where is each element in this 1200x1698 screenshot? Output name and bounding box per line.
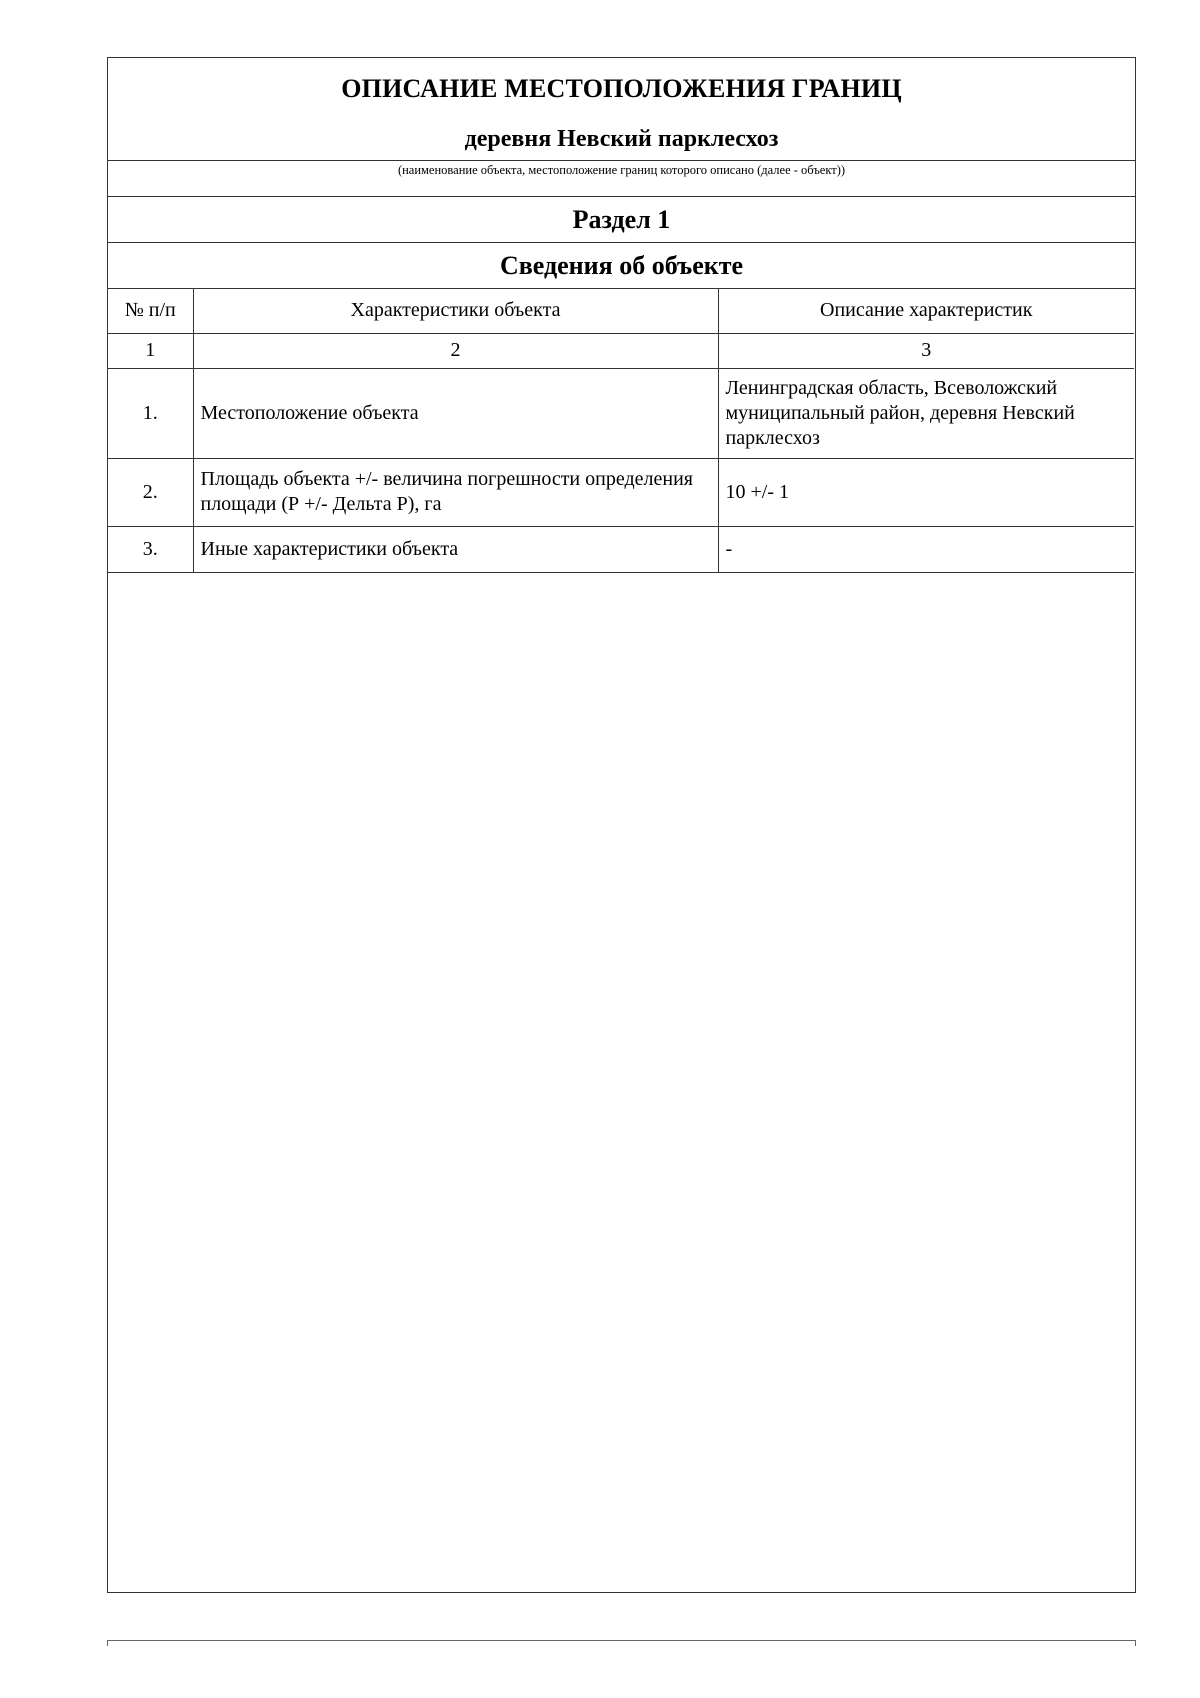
column-number: 1 xyxy=(108,333,193,368)
column-number-row xyxy=(108,333,1134,368)
object-name: деревня Невский парклесхоз xyxy=(464,126,779,152)
header-num: № п/п xyxy=(108,289,193,333)
header-description: Описание характеристик xyxy=(718,289,1134,333)
document-title: ОПИСАНИЕ МЕСТОПОЛОЖЕНИЯ ГРАНИЦ xyxy=(341,74,902,103)
document-frame xyxy=(107,57,1136,1593)
column-number: 3 xyxy=(718,333,1134,368)
section-title: Раздел 1 xyxy=(108,197,1135,243)
characteristics-table xyxy=(108,289,1134,573)
row-description: - xyxy=(718,526,1134,572)
subsection-title: Сведения об объекте xyxy=(108,243,1135,289)
row-description: Ленинградская область, Всеволожский муниципальный район, деревня Невский парклесхоз xyxy=(718,368,1134,458)
row-num: 2. xyxy=(108,458,193,526)
table-row xyxy=(108,368,1134,458)
footer-tick-left xyxy=(107,1640,108,1646)
table-row xyxy=(108,526,1134,572)
header-characteristic: Характеристики объекта xyxy=(193,289,718,333)
row-characteristic: Площадь объекта +/- величина погрешности определения площади (Р +/- Дельта Р), га xyxy=(193,458,718,526)
row-characteristic: Иные характеристики объекта xyxy=(193,526,718,572)
row-description: 10 +/- 1 xyxy=(718,458,1134,526)
table-header-row xyxy=(108,289,1134,333)
row-num: 3. xyxy=(108,526,193,572)
row-num: 1. xyxy=(108,368,193,458)
caption-block xyxy=(108,161,1135,197)
row-characteristic: Местоположение объекта xyxy=(193,368,718,458)
table-row xyxy=(108,458,1134,526)
column-number: 2 xyxy=(193,333,718,368)
footer-tick-right xyxy=(1135,1640,1136,1646)
header-block xyxy=(108,58,1135,161)
object-caption: (наименование объекта, местоположение границ которого описано (далее - объект)) xyxy=(397,163,846,177)
footer-divider xyxy=(107,1640,1136,1641)
